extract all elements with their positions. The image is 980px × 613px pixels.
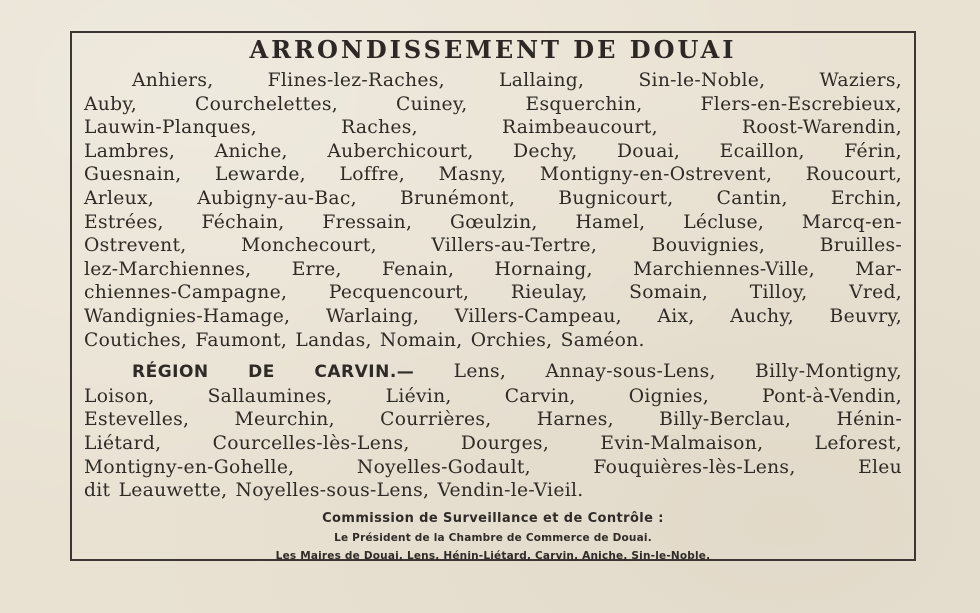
text-line: Estrées, Féchain, Fressain, Gœulzin, Hamel, Lécluse, Marcq-en- xyxy=(84,211,902,233)
text-line: chiennes-Campagne, Pecquencourt, Rieulay, Somain, Tilloy, Vred, xyxy=(84,282,902,304)
text-line: Guesnain, Lewarde, Loffre, Masny, Montigny-en-Ostrevent, Roucourt, xyxy=(84,164,902,186)
text-line: Ostrevent, Monchecourt, Villers-au-Tertre, Bouvignies, Bruilles- xyxy=(84,235,902,257)
text-line: Estevelles, Meurchin, Courrières, Harnes, Billy-Berclau, Hénin- xyxy=(84,409,902,431)
region-first-line xyxy=(84,360,902,385)
text-line: dit Leauwette, Noyelles-sous-Lens, Vendin-le-Vieil. xyxy=(84,480,584,502)
commission-line: Commission de Surveillance et de Contrôle : xyxy=(322,510,664,526)
text-line: Loison, Sallaumines, Liévin, Carvin, Oignies, Pont-à-Vendin, xyxy=(84,385,902,407)
region-carvin-communes xyxy=(84,360,902,503)
text-line: Montigny-en-Gohelle, Noyelles-Godault, Fouquières-lès-Lens, Eleu xyxy=(84,456,902,478)
text-line: Anhiers, Flines-lez-Raches, Lallaing, Sin-le-Noble, Waziers, xyxy=(132,70,902,91)
text-line: Auby, Courchelettes, Cuiney, Esquerchin, Flers-en-Escrebieux, xyxy=(84,93,902,115)
footer xyxy=(84,509,902,565)
document-title: ARRONDISSEMENT DE DOUAI xyxy=(249,35,737,64)
text-line: Coutiches, Faumont, Landas, Nomain, Orchies, Saméon. xyxy=(84,329,645,351)
document-content xyxy=(72,33,914,562)
text-line: lez-Marchiennes, Erre, Fenain, Hornaing, Marchiennes-Ville, Mar- xyxy=(84,258,902,280)
president-line: Le Président de la Chambre de Commerce de Douai. xyxy=(334,531,652,544)
text-line: Arleux, Aubigny-au-Bac, Brunémont, Bugnicourt, Cantin, Erchin, xyxy=(84,187,902,209)
region-first-line-text: Lens, Annay-sous-Lens, Billy-Montigny, xyxy=(453,361,902,383)
text-line: Wandignies-Hamage, Warlaing, Villers-Campeau, Aix, Auchy, Beuvry, xyxy=(84,305,902,327)
text-line: Liétard, Courcelles-lès-Lens, Dourges, Evin-Malmaison, Leforest, xyxy=(84,432,902,454)
text-line: Lauwin-Planques, Raches, Raimbeaucourt, Roost-Warendin, xyxy=(84,117,902,139)
text-line: Lambres, Aniche, Auberchicourt, Dechy, Douai, Ecaillon, Férin, xyxy=(84,140,902,162)
arrondissement-communes xyxy=(84,69,902,352)
maires-line: Les Maires de Douai, Lens, Hénin-Liétard, Carvin, Aniche, Sin-le-Noble. xyxy=(275,549,711,562)
region-label: RÉGION DE CARVIN.— xyxy=(132,362,415,383)
document-frame xyxy=(70,31,916,561)
